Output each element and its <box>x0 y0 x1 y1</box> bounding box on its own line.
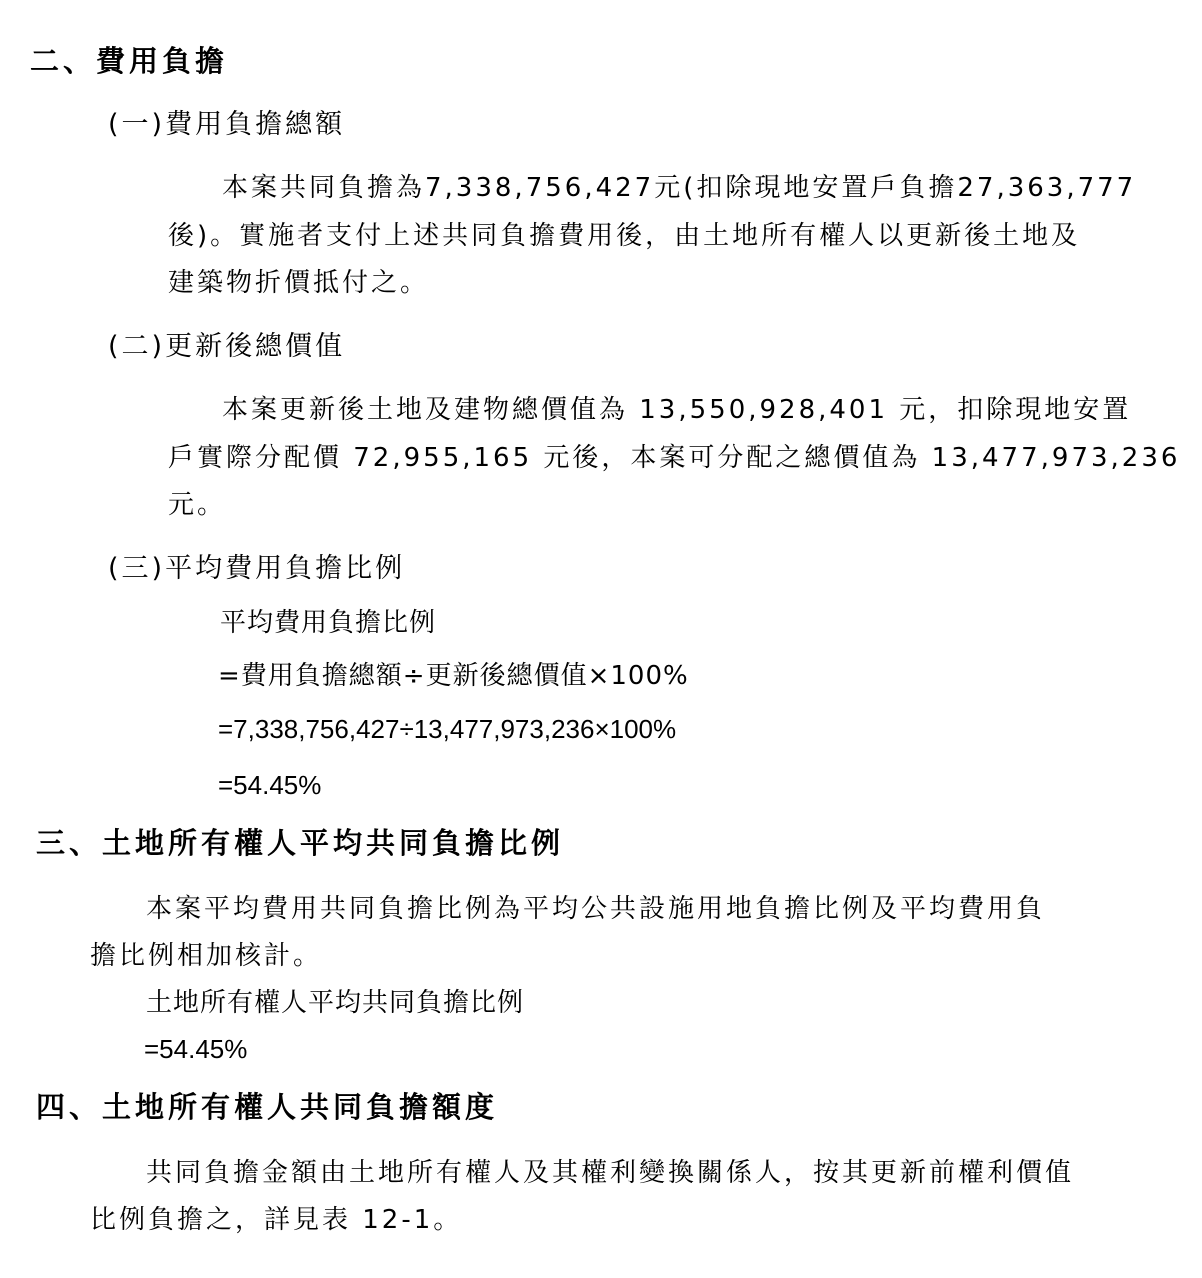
formula-line: =54.45% <box>144 1034 248 1064</box>
paragraph-line: 擔比例相加核計。 <box>90 941 323 971</box>
paragraph-line: 本案平均費用共同負擔比例為平均公共設施用地負擔比例及平均費用負 <box>146 894 1046 924</box>
section-heading-share-amount: 四、土地所有權人共同負擔額度 <box>36 1090 499 1124</box>
paragraph-line: 共同負擔金額由土地所有權人及其權利變換關係人，按其更新前權利價值 <box>146 1158 1075 1188</box>
subsection-heading-total-value: (二)更新後總價值 <box>108 331 346 362</box>
paragraph-line: 戶實際分配價 72,955,165 元後，本案可分配之總價值為 13,477,973,236 <box>168 443 1181 473</box>
subsection-heading-average-ratio: (三)平均費用負擔比例 <box>108 553 406 584</box>
paragraph-line: 本案共同負擔為7,338,756,427元(扣除現地安置戶負擔27,363,777 <box>222 173 1137 203</box>
paragraph-line: 元。 <box>168 490 227 520</box>
formula-line: =54.45% <box>218 770 322 800</box>
formula-line: =7,338,756,427÷13,477,973,236×100% <box>218 714 677 744</box>
paragraph-line: 建築物折價抵付之。 <box>168 268 430 298</box>
paragraph-line: 比例負擔之，詳見表 12-1。 <box>90 1205 463 1235</box>
paragraph-line: 後)。實施者支付上述共同負擔費用後，由土地所有權人以更新後土地及 <box>168 221 1081 251</box>
section-heading-cost-burden: 二、費用負擔 <box>30 44 229 78</box>
formula-line: =費用負擔總額÷更新後總價值×100% <box>218 661 689 691</box>
section-heading-average-share: 三、土地所有權人平均共同負擔比例 <box>36 826 565 860</box>
subsection-heading-total-cost: (一)費用負擔總額 <box>108 109 346 140</box>
formula-line: 平均費用負擔比例 <box>220 608 437 638</box>
formula-line: 土地所有權人平均共同負擔比例 <box>146 988 525 1018</box>
paragraph-line: 本案更新後土地及建物總價值為 13,550,928,401 元，扣除現地安置 <box>222 395 1132 425</box>
